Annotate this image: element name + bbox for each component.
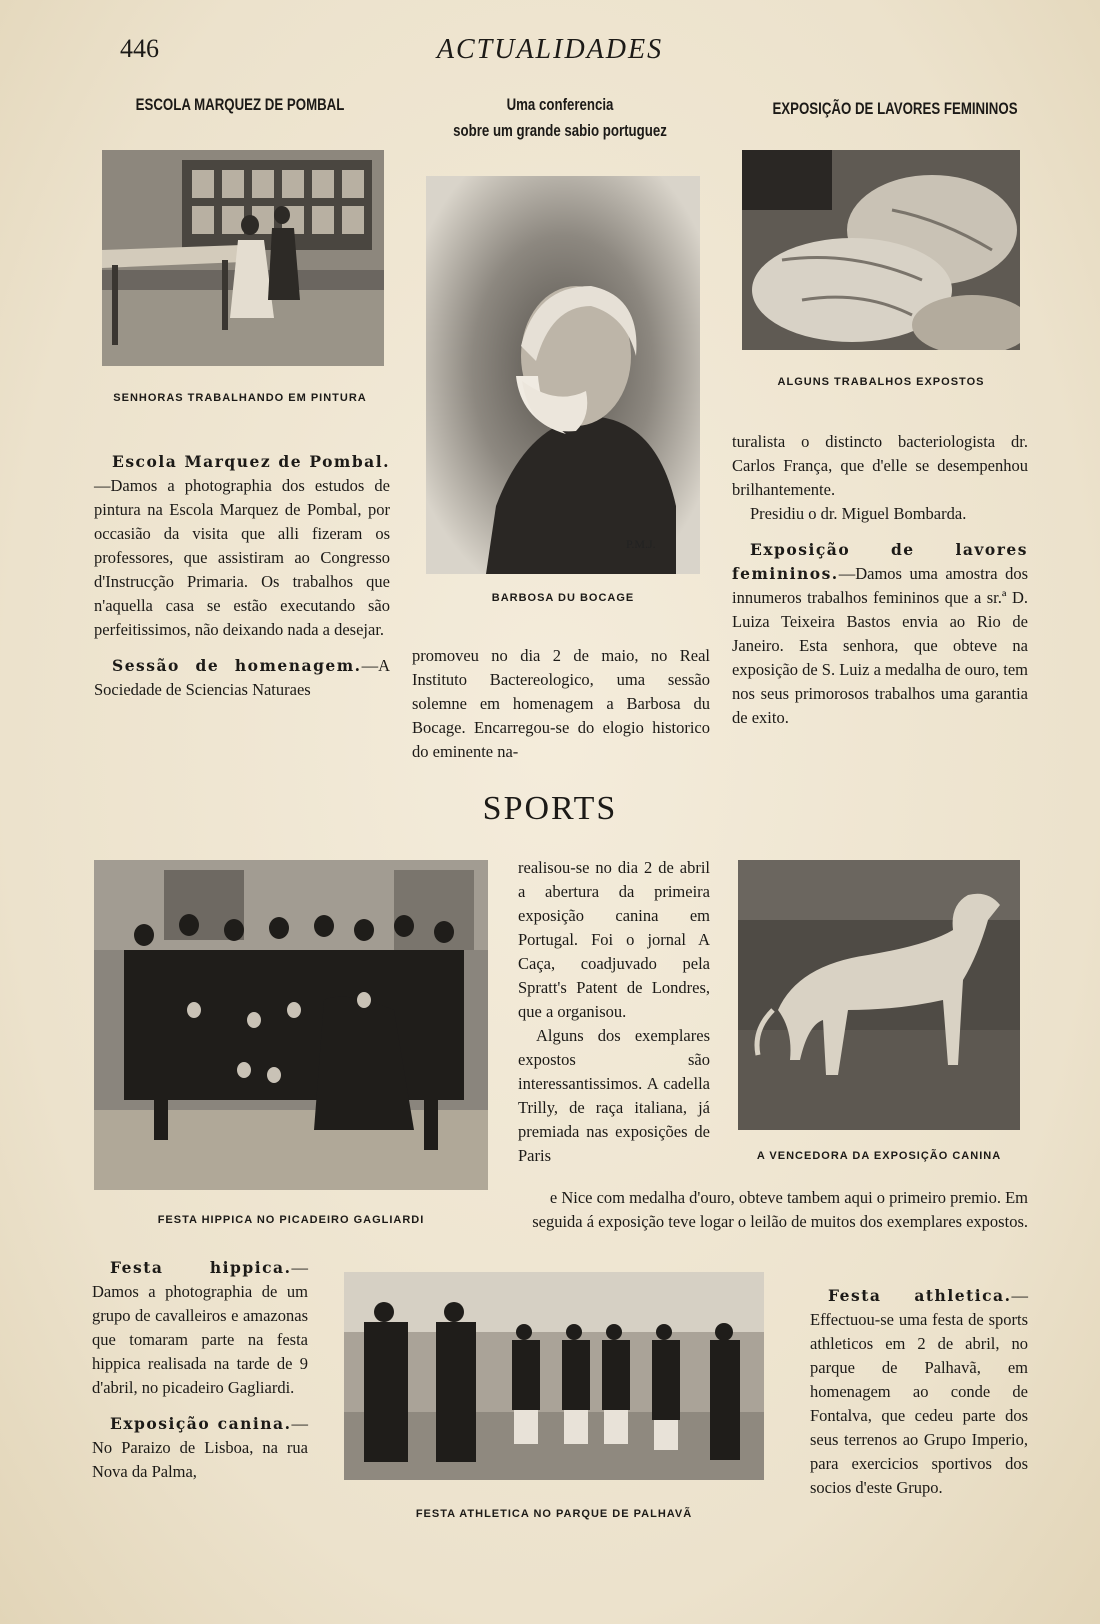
- athletica-body: —Effectuou-se uma festa de sports athleticos em 2 de abril, no parque de Palhavã, em homenagem ao conde de Fontalva, que cedeu parte dos seus terrenos ao Grupo Imperio, para exercicios sportivos dos socios d'este Grupo.: [810, 1286, 1028, 1497]
- canina-lead: Exposição canina.: [110, 1414, 292, 1433]
- escola-lead: Escola Marquez de Pombal.: [112, 452, 390, 471]
- sports-title: SPORTS: [482, 790, 618, 827]
- sports-center-text: [518, 856, 710, 1180]
- hippica-photo: [94, 860, 488, 1190]
- center-column-text: [412, 644, 710, 776]
- page-number: 446: [120, 34, 159, 63]
- bocage-continued: turalista o distincto bacteriologista dr. Carlos França, que d'elle se desempenhou brilhantemente.: [732, 432, 1028, 499]
- canina-continued: realisou-se no dia 2 de abril a abertura da primeira exposição canina em Portugal. Foi o jornal A Caça, coadjuvado pela Spratt's Patent de Londres, que a organisou.: [518, 858, 710, 1021]
- sports-wide-text: [518, 1186, 1028, 1246]
- lavores-caption: ALGUNS TRABALHOS EXPOSTOS: [777, 376, 985, 388]
- athletica-text-column: [810, 1284, 1028, 1512]
- escola-body: —Damos a photographia dos estudos de pintura na Escola Marquez de Pombal, por occasião da visita que alli fizeram os professores, que assistiram ao Congresso d'Instrucção Primaria. Os trabalhos que n'aquella casa se estão executando são perfeitissimos, não deixando nada a desejar.: [94, 476, 390, 639]
- escola-heading: ESCOLA MARQUEZ DE POMBAL: [135, 95, 345, 114]
- exemplares-text: Alguns dos exemplares expostos são interessantissimos. A cadella Trilly, de raça italiana, já premiada nas exposições de Paris: [518, 1026, 710, 1165]
- running-title: ACTUALIDADES: [436, 34, 664, 65]
- canina-body: —No Paraizo de Lisboa, na rua Nova da Palma,: [92, 1414, 308, 1481]
- lavores-heading: EXPOSIÇÃO DE LAVORES FEMININOS: [772, 99, 1018, 118]
- escola-photo: [102, 150, 384, 366]
- athletica-photo: [344, 1272, 764, 1480]
- portrait-signature: P.M.J.: [626, 537, 656, 551]
- lavores-body: —Damos uma amostra dos innumeros trabalhos femininos que a sr.ª D. Luiza Teixeira Bastos envia ao Rio de Janeiro. Esta senhora, que obteve na exposição de S. Luiz a medalha de ouro, tem nos seus primorosos trabalhos uma garantia de exito.: [732, 564, 1028, 727]
- left-column-text: [94, 450, 390, 714]
- canina-caption: A VENCEDORA DA EXPOSIÇÃO CANINA: [756, 1150, 1002, 1162]
- conferencia-heading-line1: Uma conferencia: [506, 95, 614, 114]
- canina-photo: [738, 860, 1020, 1130]
- bocage-portrait: [426, 176, 700, 574]
- hippica-lead: Festa hippica.: [110, 1258, 292, 1277]
- right-column-text: [732, 430, 1028, 742]
- leilao-text: e Nice com medalha d'ouro, obteve tambem aqui o primeiro premio. Em seguida á exposição teve logar o leilão de muitos dos exemplares expostos.: [532, 1188, 1028, 1231]
- presidiu-line: Presidiu o dr. Miguel Bombarda.: [750, 504, 967, 523]
- athletica-lead: Festa athletica.: [828, 1286, 1012, 1305]
- hippica-caption: FESTA HIPPICA NO PICADEIRO GAGLIARDI: [157, 1214, 425, 1226]
- athletica-caption: FESTA ATHLETICA NO PARQUE DE PALHAVÃ: [415, 1508, 693, 1520]
- bocage-body: promoveu no dia 2 de maio, no Real Instituto Bactereologico, uma sessão solemne em homenagem a Barbosa du Bocage. Encarregou-se do elogio historico do eminente na-: [412, 646, 710, 761]
- hippica-text-column: [92, 1256, 308, 1496]
- conferencia-heading-line2: sobre um grande sabio portuguez: [453, 121, 667, 140]
- sessao-lead: Sessão de homenagem.: [112, 656, 362, 675]
- lavores-lead: Exposição de lavores femininos.: [732, 540, 1028, 583]
- hippica-body: —Damos a photographia de um grupo de cavalleiros e amazonas que tomaram parte na festa hippica realisada na tarde de 9 d'abril, no picadeiro Gagliardi.: [92, 1258, 308, 1397]
- bocage-caption: BARBOSA DU BOCAGE: [491, 592, 635, 604]
- lavores-photo: [742, 150, 1020, 350]
- escola-photo-caption: SENHORAS TRABALHANDO EM PINTURA: [113, 392, 367, 404]
- sessao-body: —A Sociedade de Sciencias Naturaes: [94, 656, 390, 699]
